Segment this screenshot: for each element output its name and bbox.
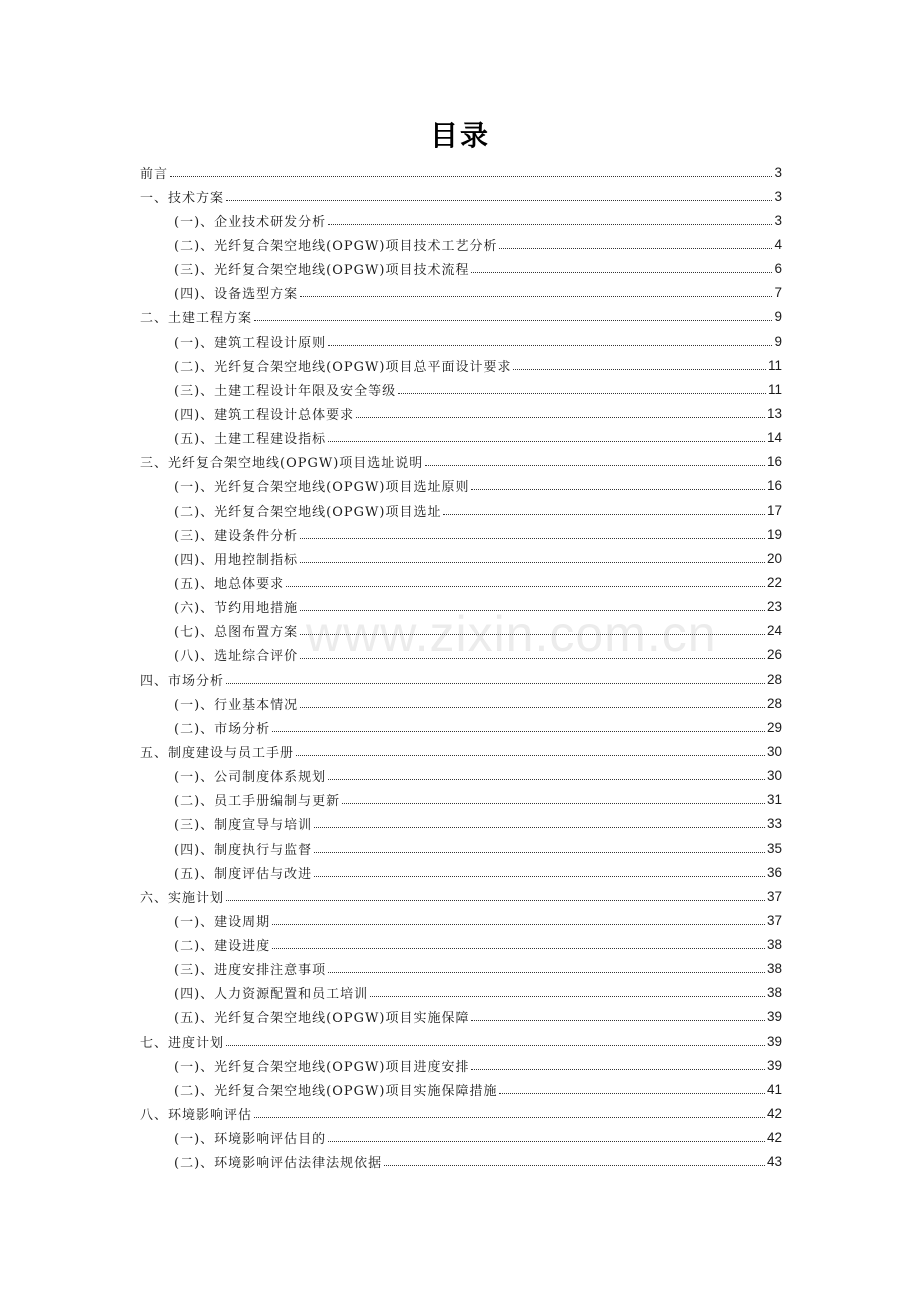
toc-entry-label: (三)、土建工程设计年限及安全等级 [174,383,397,399]
toc-leader-dots [328,1141,765,1142]
toc-page-number: 16 [766,454,782,470]
toc-leader-dots [286,586,765,587]
toc-page-number: 19 [766,526,782,542]
toc-entry-label: (二)、光纤复合架空地线(OPGW)项目实施保障措施 [174,1083,498,1099]
toc-entry-label: (七)、总图布置方案 [174,625,299,641]
toc-page-number: 38 [766,961,782,977]
toc-entry[interactable] [140,305,782,329]
toc-entry-label: 四、市场分析 [140,673,225,689]
toc-leader-dots [328,779,765,780]
toc-subentry[interactable] [140,570,782,594]
toc-entry-label: (八)、选址综合评价 [174,649,299,665]
toc-leader-dots [300,296,772,297]
toc-page-number: 35 [766,840,782,856]
toc-subentry[interactable] [140,522,782,546]
toc-subentry[interactable] [140,691,782,715]
toc-page-number: 20 [766,550,782,566]
toc-entry-label: (三)、制度宣导与培训 [174,818,313,834]
toc-entry-label: (四)、设备选型方案 [174,287,299,303]
toc-page-number: 22 [766,574,782,590]
toc-subentry[interactable] [140,1126,782,1150]
toc-leader-dots [471,272,772,273]
toc-entry-label: (四)、用地控制指标 [174,552,299,568]
toc-leader-dots [254,1117,765,1118]
toc-page-number: 30 [766,768,782,784]
toc-leader-dots [300,634,765,635]
table-of-contents [140,160,782,1174]
toc-leader-dots [272,731,765,732]
toc-subentry[interactable] [140,595,782,619]
toc-leader-dots [328,345,772,346]
toc-leader-dots [471,1069,765,1070]
toc-entry-label: (一)、建筑工程设计原则 [174,335,327,351]
toc-subentry[interactable] [140,981,782,1005]
toc-subentry[interactable] [140,257,782,281]
toc-leader-dots [314,852,765,853]
toc-page-number: 42 [766,1106,782,1122]
toc-subentry[interactable] [140,474,782,498]
toc-leader-dots [425,465,765,466]
toc-entry-label: 一、技术方案 [140,190,225,206]
toc-subentry[interactable] [140,1005,782,1029]
toc-page-number: 38 [766,985,782,1001]
toc-page-number: 42 [766,1130,782,1146]
toc-entry-label: (五)、地总体要求 [174,576,285,592]
toc-leader-dots [471,1020,765,1021]
toc-leader-dots [443,514,765,515]
page-title: 目录 [429,119,490,152]
toc-entry-label: (二)、建设进度 [174,939,271,955]
toc-subentry[interactable] [140,426,782,450]
toc-subentry[interactable] [140,908,782,932]
toc-page-number: 37 [766,912,782,928]
toc-entry-label: (三)、进度安排注意事项 [174,963,327,979]
toc-subentry[interactable] [140,643,782,667]
toc-page-number: 39 [766,1009,782,1025]
toc-entry-label: 六、实施计划 [140,890,225,906]
toc-leader-dots [499,248,772,249]
toc-entry-label: 八、环境影响评估 [140,1108,253,1124]
toc-leader-dots [314,876,765,877]
toc-entry-label: 七、进度计划 [140,1035,225,1051]
toc-leader-dots [226,683,765,684]
toc-entry-label: (三)、建设条件分析 [174,528,299,544]
toc-leader-dots [384,1165,765,1166]
toc-entry-label: (五)、制度评估与改进 [174,866,313,882]
toc-entry-label: (二)、光纤复合架空地线(OPGW)项目技术工艺分析 [174,238,498,254]
toc-entry-label: (一)、企业技术研发分析 [174,214,327,230]
toc-subentry[interactable] [140,715,782,739]
toc-subentry[interactable] [140,1053,782,1077]
toc-page-number: 30 [766,743,782,759]
toc-entry-label: 前言 [140,166,169,182]
toc-page-number: 28 [766,695,782,711]
toc-page-number: 9 [774,309,782,325]
toc-entry-label: 三、光纤复合架空地线(OPGW)项目选址说明 [140,456,424,472]
toc-leader-dots [272,948,765,949]
toc-entry-label: (五)、土建工程建设指标 [174,432,327,448]
toc-entry-label: (四)、建筑工程设计总体要求 [174,407,355,423]
toc-page-number: 3 [774,212,782,228]
toc-leader-dots [314,827,765,828]
toc-subentry[interactable] [140,957,782,981]
toc-subentry[interactable] [140,232,782,256]
toc-leader-dots [296,755,765,756]
toc-page-number: 16 [766,478,782,494]
toc-entry-label: 五、制度建设与员工手册 [140,745,295,761]
toc-page-number: 6 [774,261,782,277]
toc-subentry[interactable] [140,619,782,643]
toc-entry-label: (六)、节约用地措施 [174,601,299,617]
toc-entry[interactable] [140,739,782,763]
toc-entry-label: (二)、市场分析 [174,721,271,737]
toc-page-number: 36 [766,864,782,880]
toc-page-number: 23 [766,599,782,615]
toc-leader-dots [300,610,765,611]
toc-page-number: 38 [766,937,782,953]
toc-page-number: 4 [774,236,782,252]
toc-leader-dots [328,224,772,225]
toc-subentry[interactable] [140,353,782,377]
toc-subentry[interactable] [140,788,782,812]
toc-page-number: 29 [766,719,782,735]
toc-page-number: 39 [766,1033,782,1049]
toc-entry-label: (一)、光纤复合架空地线(OPGW)项目进度安排 [174,1059,470,1075]
toc-page-number: 24 [766,623,782,639]
toc-subentry[interactable] [140,208,782,232]
toc-page-number: 11 [767,381,782,397]
toc-entry-label: 二、土建工程方案 [140,311,253,327]
toc-subentry[interactable] [140,933,782,957]
toc-page-number: 43 [766,1154,782,1170]
toc-subentry[interactable] [140,377,782,401]
toc-leader-dots [254,320,772,321]
toc-leader-dots [300,707,765,708]
toc-subentry[interactable] [140,281,782,305]
toc-subentry[interactable] [140,812,782,836]
toc-leader-dots [226,1045,765,1046]
toc-entry[interactable] [140,884,782,908]
toc-subentry[interactable] [140,1150,782,1174]
toc-page-number: 33 [766,816,782,832]
toc-leader-dots [300,562,765,563]
toc-entry[interactable] [140,667,782,691]
toc-entry-label: (一)、光纤复合架空地线(OPGW)项目选址原则 [174,480,470,496]
toc-leader-dots [499,1093,765,1094]
toc-entry-label: (一)、公司制度体系规划 [174,770,327,786]
toc-leader-dots [272,924,765,925]
toc-subentry[interactable] [140,764,782,788]
toc-entry-label: (一)、环境影响评估目的 [174,1132,327,1148]
toc-entry-label: (一)、建设周期 [174,914,271,930]
toc-subentry[interactable] [140,546,782,570]
toc-entry-label: (四)、制度执行与监督 [174,842,313,858]
toc-page-number: 37 [766,888,782,904]
toc-page-number: 28 [766,671,782,687]
toc-entry[interactable] [140,184,782,208]
toc-page-number: 26 [766,647,782,663]
toc-entry-label: (三)、光纤复合架空地线(OPGW)项目技术流程 [174,263,470,279]
toc-leader-dots [328,441,765,442]
watermark: www.zixin.com.cn [306,606,717,662]
toc-leader-dots [342,803,765,804]
toc-leader-dots [513,369,766,370]
toc-leader-dots [471,489,765,490]
toc-leader-dots [398,393,766,394]
toc-leader-dots [226,900,765,901]
toc-page-number: 13 [766,405,782,421]
toc-leader-dots [226,200,772,201]
toc-page-number: 14 [766,430,782,446]
toc-page-number: 17 [766,502,782,518]
toc-page-number: 31 [766,792,782,808]
toc-page-number: 9 [774,333,782,349]
toc-entry-label: (二)、环境影响评估法律法规依据 [174,1156,383,1172]
toc-leader-dots [170,176,772,177]
toc-leader-dots [300,538,765,539]
toc-entry-label: (二)、光纤复合架空地线(OPGW)项目总平面设计要求 [174,359,512,375]
toc-page-number: 39 [766,1057,782,1073]
toc-entry-label: (二)、员工手册编制与更新 [174,794,341,810]
toc-page-number: 3 [774,164,782,180]
toc-subentry[interactable] [140,401,782,425]
toc-leader-dots [328,972,765,973]
toc-entry-label: (一)、行业基本情况 [174,697,299,713]
toc-entry[interactable] [140,1101,782,1125]
toc-entry[interactable] [140,1029,782,1053]
toc-entry-label: (二)、光纤复合架空地线(OPGW)项目选址 [174,504,442,520]
toc-page-number: 11 [767,357,782,373]
toc-page-number: 7 [774,285,782,301]
toc-leader-dots [300,658,765,659]
toc-page-number: 41 [766,1081,782,1097]
toc-leader-dots [370,996,765,997]
toc-subentry[interactable] [140,1077,782,1101]
toc-leader-dots [356,417,765,418]
toc-entry[interactable] [140,450,782,474]
toc-subentry[interactable] [140,498,782,522]
toc-subentry[interactable] [140,329,782,353]
toc-page-number: 3 [774,188,782,204]
toc-subentry[interactable] [140,836,782,860]
toc-entry-label: (五)、光纤复合架空地线(OPGW)项目实施保障 [174,1011,470,1027]
toc-subentry[interactable] [140,860,782,884]
toc-entry[interactable] [140,160,782,184]
toc-entry-label: (四)、人力资源配置和员工培训 [174,987,369,1003]
